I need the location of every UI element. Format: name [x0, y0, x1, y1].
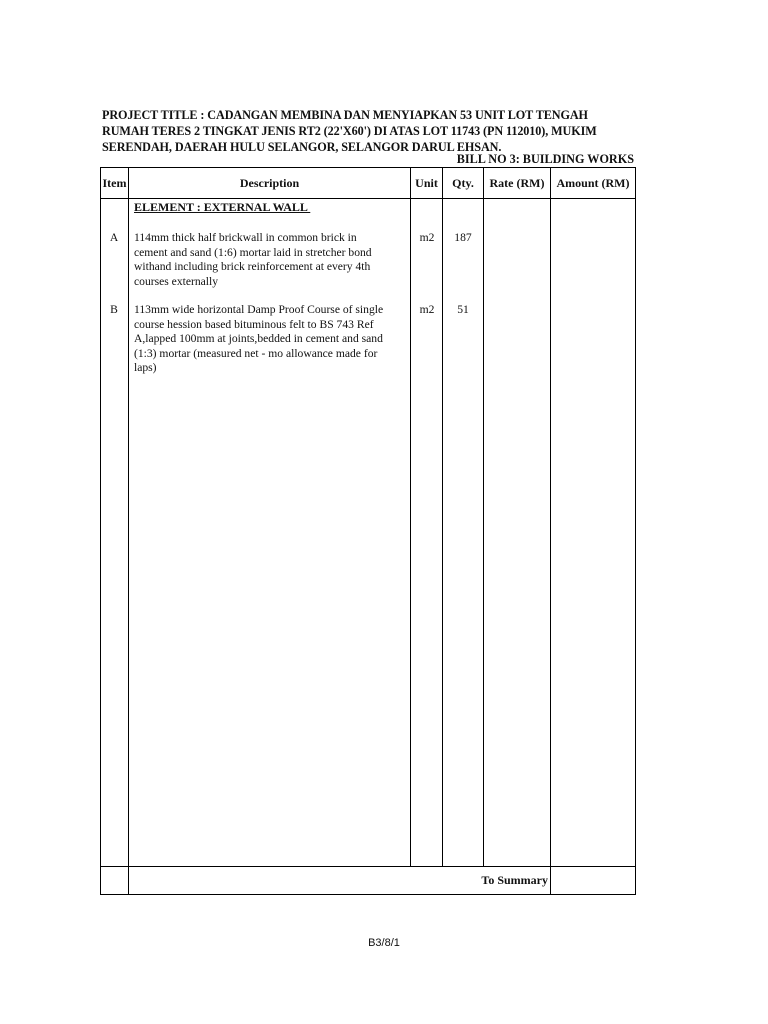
- description-line: course hession based bituminous felt to BS 743 Ref: [134, 317, 374, 331]
- row-qty-b: 51: [457, 303, 469, 316]
- to-summary-label: To Summary: [481, 873, 548, 887]
- project-title-line: RUMAH TERES 2 TINGKAT JENIS RT2 (22'X60') DI ATAS LOT 11743 (PN 112010), MUKIM: [102, 124, 597, 138]
- row-description-b: [134, 303, 406, 376]
- description-line: A,lapped 100mm at joints,bedded in cement and sand: [134, 332, 383, 345]
- col-border-left: [100, 167, 101, 895]
- element-heading: ELEMENT : EXTERNAL WALL: [134, 200, 311, 214]
- row-qty-a: 187: [454, 231, 472, 244]
- header-unit: Unit: [415, 176, 438, 190]
- description-line: courses externally: [134, 274, 219, 288]
- bill-title: BILL NO 3: BUILDING WORKS: [456, 152, 634, 166]
- header-description: Description: [239, 176, 300, 190]
- header-item: Item: [102, 176, 127, 190]
- description-line: laps): [134, 361, 157, 374]
- col-border-qty: [483, 167, 484, 867]
- row-item-a: A: [109, 231, 119, 244]
- description-line: (1:3) mortar (measured net - mo allowance made for: [134, 346, 378, 360]
- header-bottom-border: [100, 198, 636, 199]
- description-line: 113mm wide horizontal Damp Proof Course of single: [134, 303, 384, 316]
- description-line: 114mm thick half brickwall in common brick in: [134, 231, 357, 244]
- project-title-line: SERENDAH, DAERAH HULU SELANGOR, SELANGOR DARUL EHSAN.: [102, 140, 502, 154]
- row-unit-b: m2: [419, 303, 435, 316]
- project-title: [102, 107, 642, 155]
- row-item-b: B: [110, 303, 118, 316]
- page-number: B3/8/1: [368, 937, 400, 949]
- col-border-right: [635, 167, 636, 895]
- col-border-item: [128, 167, 129, 895]
- description-line: cement and sand (1:6) mortar laid in stretcher bond: [134, 245, 372, 259]
- row-unit-a: m2: [419, 231, 435, 244]
- header-rate: Rate (RM): [489, 176, 545, 190]
- col-border-desc: [410, 167, 411, 867]
- project-title-line: PROJECT TITLE : CADANGAN MEMBINA DAN MENYIAPKAN 53 UNIT LOT TENGAH: [102, 108, 588, 122]
- table-bottom-border: [100, 894, 636, 895]
- header-amount: Amount (RM): [556, 176, 630, 190]
- description-line: withand including brick reinforcement at every 4th: [134, 260, 371, 273]
- summary-top-border: [100, 866, 636, 867]
- row-description-a: [134, 231, 406, 289]
- col-border-unit: [442, 167, 443, 867]
- header-qty: Qty.: [452, 176, 474, 190]
- col-border-rate: [550, 167, 551, 895]
